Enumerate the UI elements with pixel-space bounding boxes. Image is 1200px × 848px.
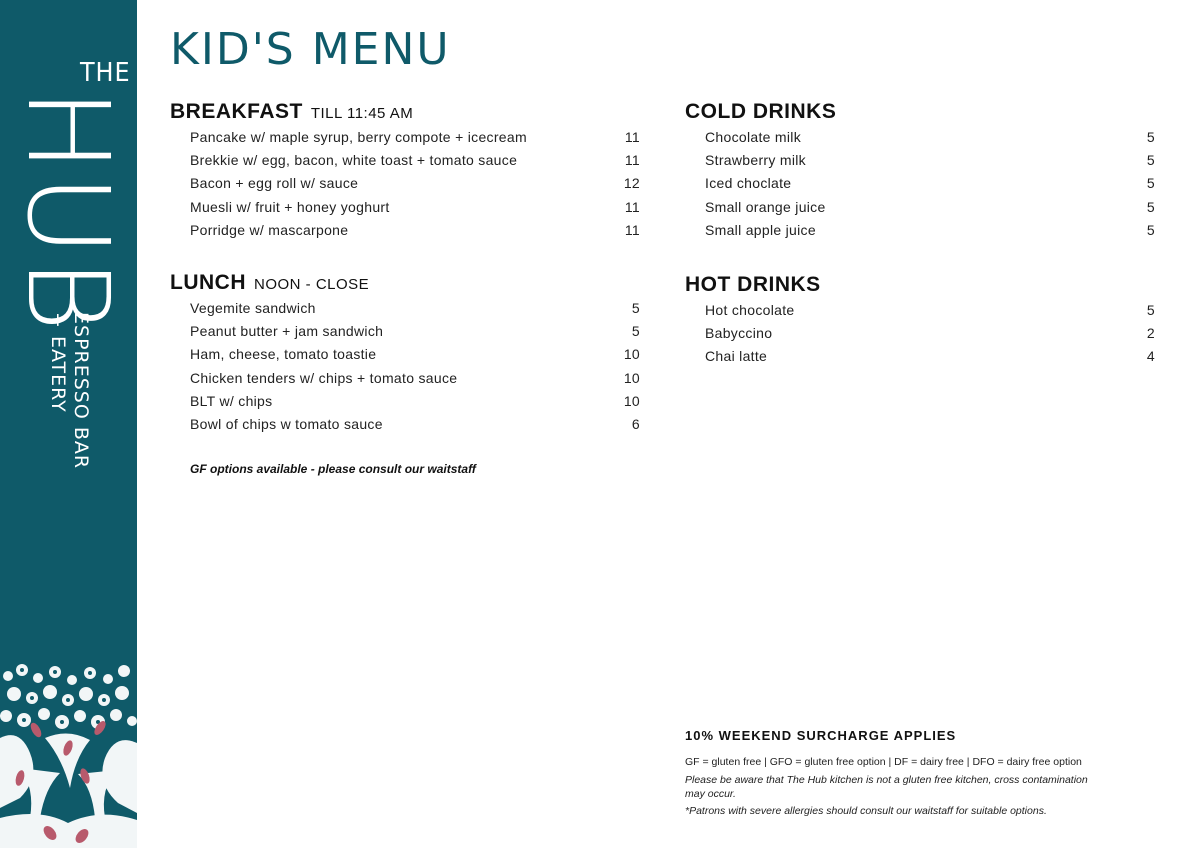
- logo-tagline-line1: ESPRESSO BAR: [70, 312, 92, 470]
- menu-item-price: 11: [624, 198, 640, 215]
- menu-item-price: 5: [1146, 152, 1155, 169]
- menu-item-price: 5: [1146, 175, 1155, 192]
- menu-item-price: 11: [624, 221, 640, 238]
- menu-item: [190, 413, 640, 436]
- menu-item-name: Pancake w/ maple syrup, berry compote + icecream: [190, 129, 527, 145]
- menu-item-name: Ham, cheese, tomato toastie: [190, 346, 377, 363]
- hot-drinks-heading: HOT DRINKS: [685, 273, 821, 296]
- menu-item-price: 11: [624, 129, 640, 145]
- menu-item: [190, 343, 640, 366]
- page-title: KID'S MENU: [170, 24, 451, 75]
- menu-item-name: Babyccino: [705, 325, 773, 342]
- menu-item-price: 4: [1146, 348, 1155, 365]
- menu-item-name: Chicken tenders w/ chips + tomato sauce: [190, 369, 458, 386]
- cold-drinks-list: [705, 126, 1155, 242]
- menu-item: [705, 219, 1155, 242]
- menu-item-name: Hot chocolate: [705, 302, 795, 318]
- breakfast-hours: TILL 11:45 AM: [310, 105, 414, 122]
- breakfast-list: [190, 126, 640, 242]
- menu-item: [705, 149, 1155, 172]
- lunch-list: [190, 297, 640, 436]
- menu-item: [190, 219, 640, 242]
- menu-item-price: 10: [623, 346, 640, 363]
- menu-item-name: Peanut butter + jam sandwich: [190, 323, 384, 340]
- menu-item-price: 5: [1146, 198, 1155, 215]
- menu-item-name: Bowl of chips w tomato sauce: [190, 415, 383, 432]
- lunch-hours: NOON - CLOSE: [254, 276, 370, 293]
- menu-item-name: Chocolate milk: [705, 129, 802, 145]
- menu-item: [705, 322, 1155, 345]
- floral-decoration: [0, 658, 137, 848]
- brand-sidebar: [0, 0, 137, 848]
- menu-item-price: 5: [631, 300, 640, 316]
- menu-item: [190, 149, 640, 172]
- menu-item-name: Brekkie w/ egg, bacon, white toast + tomato sauce: [190, 152, 518, 169]
- menu-item: [705, 126, 1155, 149]
- menu-item-name: Small orange juice: [705, 198, 826, 215]
- allergy-note: *Patrons with severe allergies should consult our waitstaff for suitable options.: [685, 805, 1047, 817]
- menu-item: [190, 297, 640, 320]
- breakfast-heading: [170, 101, 413, 122]
- breakfast-title: BREAKFAST: [170, 100, 303, 123]
- menu-item-name: Small apple juice: [705, 221, 816, 238]
- menu-item-name: Iced choclate: [705, 175, 792, 192]
- menu-item-name: Bacon + egg roll w/ sauce: [190, 175, 359, 192]
- logo-tagline-line2: + EATERY: [47, 312, 69, 413]
- menu-item: [705, 345, 1155, 368]
- menu-item: [705, 196, 1155, 219]
- menu-item-price: 6: [631, 415, 640, 432]
- menu-item-price: 5: [631, 323, 640, 340]
- menu-item-name: Porridge w/ mascarpone: [190, 221, 349, 238]
- weekend-surcharge: 10% WEEKEND SURCHARGE APPLIES: [685, 728, 957, 743]
- menu-item-price: 2: [1146, 325, 1155, 342]
- menu-item-name: BLT w/ chips: [190, 392, 273, 409]
- hot-drinks-list: [705, 299, 1155, 369]
- dietary-legend: GF = gluten free | GFO = gluten free option | DF = dairy free | DFO = dairy free option: [685, 756, 1082, 768]
- menu-item-name: Vegemite sandwich: [190, 300, 316, 316]
- menu-item: [190, 367, 640, 390]
- logo-the: THE: [80, 58, 131, 88]
- gf-note: GF options available - please consult our waitstaff: [190, 462, 476, 476]
- menu-item-name: Muesli w/ fruit + honey yoghurt: [190, 198, 390, 215]
- menu-item-name: Strawberry milk: [705, 152, 806, 169]
- menu-item: [705, 299, 1155, 322]
- menu-item-price: 5: [1146, 221, 1155, 238]
- menu-item-price: 10: [623, 369, 640, 386]
- menu-item: [190, 320, 640, 343]
- menu-item-price: 5: [1146, 302, 1155, 318]
- kitchen-disclaimer: Please be aware that The Hub kitchen is not a gluten free kitchen, cross contamination may occur.: [685, 774, 1088, 800]
- menu-item-price: 5: [1146, 129, 1155, 145]
- cold-drinks-heading: COLD DRINKS: [685, 100, 837, 123]
- menu-item: [190, 126, 640, 149]
- menu-item: [190, 196, 640, 219]
- menu-item: [705, 172, 1155, 195]
- menu-item-price: 11: [624, 152, 640, 169]
- menu-item: [190, 172, 640, 195]
- lunch-heading: [170, 272, 369, 293]
- logo-hub: HUB: [2, 88, 132, 334]
- menu-item-price: 10: [623, 392, 640, 409]
- menu-item-price: 12: [623, 175, 640, 192]
- menu-item: [190, 390, 640, 413]
- logo-tagline: [46, 312, 92, 469]
- lunch-title: LUNCH: [170, 271, 246, 294]
- menu-item-name: Chai latte: [705, 348, 768, 365]
